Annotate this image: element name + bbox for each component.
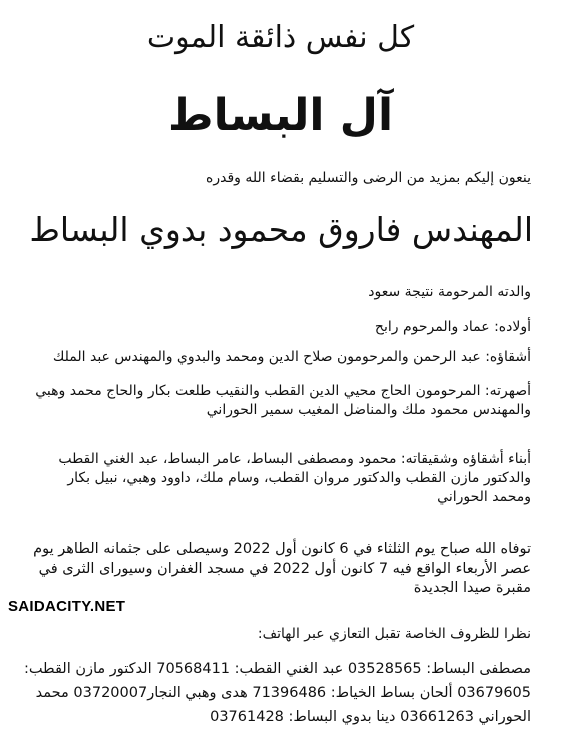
deceased-name: المهندس فاروق محمود بدوي البساط — [29, 210, 533, 249]
phones-paragraph — [11, 657, 531, 729]
phones-line-3: الحوراني 03661263 دينا بدوي البساط: 03761428 — [210, 709, 531, 725]
nephews-line-1: أبناء أشقاؤه وشقيقاته: محمود ومصطفى البساط، عامر البساط، عبد الغني القطب — [58, 451, 531, 467]
funeral-line-1: توفاه الله صباح يوم الثلثاء في 6 كانون أول 2022 وسيصلى على جثمانه الطاهر يوم — [33, 541, 531, 557]
family-name: آل البساط — [167, 90, 394, 141]
in-laws-line-2: والمهندس محمود ملك والمناضل المغيب سمير الحوراني — [206, 402, 531, 418]
intro-text: ينعون إليكم بمزيد من الرضى والتسليم بقضاء الله وقدره — [206, 170, 531, 186]
in-laws-paragraph — [11, 382, 531, 420]
funeral-line-2: عصر الأربعاء الواقع فيه 7 كانون أول 2022 في مسجد الغفران وسيوراى الثرى في — [38, 560, 531, 577]
in-laws-line-1: أصهرته: المرحومون الحاج محيي الدين القطب والنقيب طلعت بكار والحاج محمد وهبي — [35, 383, 531, 399]
brothers-line: أشقاؤه: عبد الرحمن والمرحومون صلاح الدين ومحمد والبدوي والمهندس عبد الملك — [52, 349, 531, 365]
mother-line: والدته المرحومة نتيجة سعود — [368, 284, 531, 300]
phones-line-2: 03679605 ألحان بساط الخياط: 71396486 هدى وهبي النجار03720007 محمد — [35, 685, 531, 701]
phones-line-1: مصطفى البساط: 03528565 عبد الغني القطب: 70568411 الدكتور مازن القطب: — [23, 661, 531, 677]
watermark-logo: SAIDACITY.NET — [8, 598, 126, 615]
quran-verse: كل نفس ذائقة الموت — [146, 20, 415, 55]
condolences-note: نظرا للظروف الخاصة تقبل التعازي عبر الهاتف: — [257, 626, 531, 642]
nephews-paragraph — [11, 450, 531, 507]
nephews-line-2: والدكتور مازن القطب والدكتور مروان القطب، وسام ملك، داوود وهبي، نبيل بكار — [67, 470, 531, 486]
children-line: أولاده: عماد والمرحوم رابح — [374, 319, 531, 335]
funeral-line-3: مقبرة صيدا الجديدة — [413, 580, 531, 596]
funeral-paragraph — [11, 540, 531, 599]
nephews-line-3: ومحمد الحوراني — [437, 489, 531, 505]
